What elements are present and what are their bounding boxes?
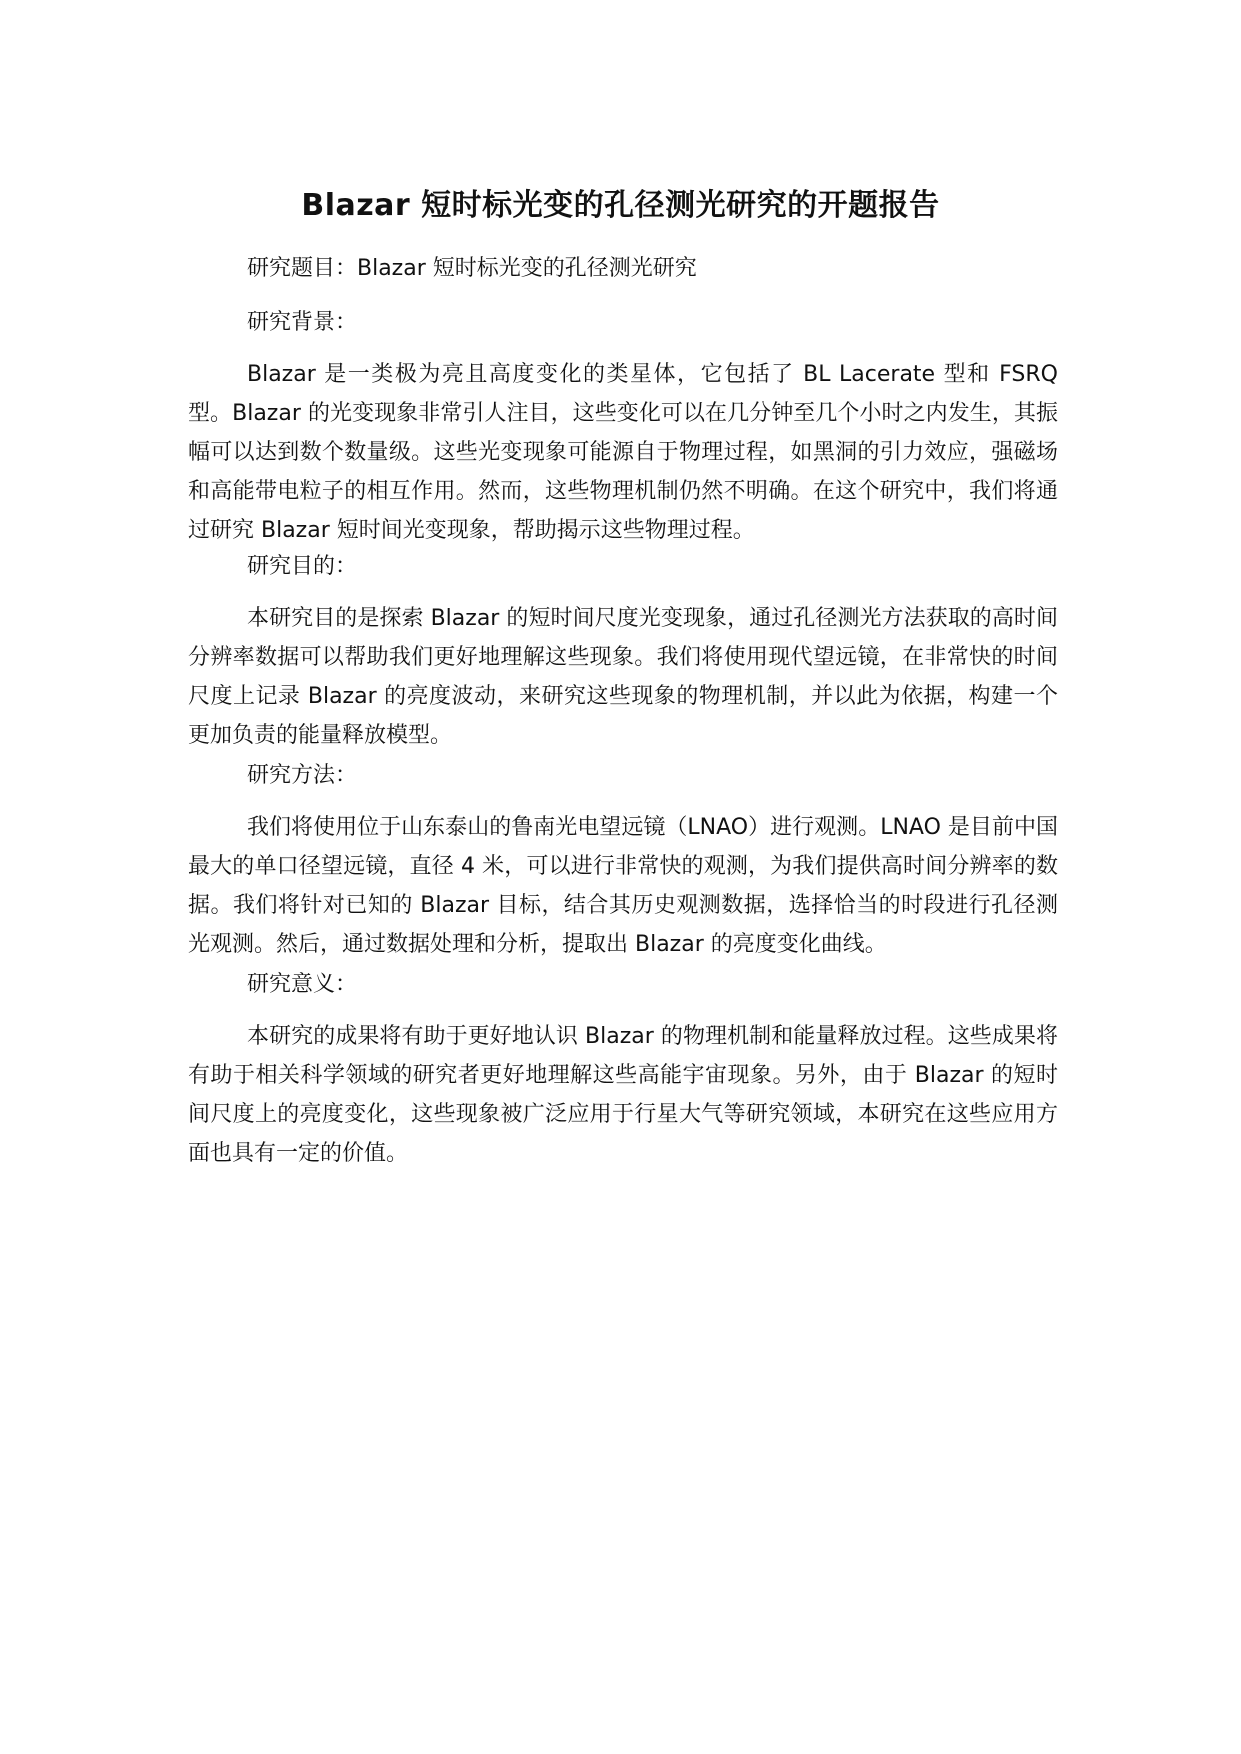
- section-paragraph-method: 我们将使用位于山东泰山的鲁南光电望远镜（LNAO）进行观测。LNAO 是目前中国最大的单口径望远镜，直径 4 米，可以进行非常快的观测，为我们提供高时间分辨率的数据。我们将针对已知的 Blazar 目标，结合其历史观测数据，选择恰当的时段进行孔径测光观测。然后，通过数据处理和分析，提取出 Blazar 的亮度变化曲线。: [188, 815, 1058, 957]
- section-paragraph-background: Blazar 是一类极为亮且高度变化的类星体，它包括了 BL Lacerate 型和 FSRQ 型。Blazar 的光变现象非常引人注目，这些变化可以在几分钟至几个小时之内发生，其振幅可以达到数个数量级。这些光变现象可能源自于物理过程，如黑洞的引力效应，强磁场和高能带电粒子的相互作用。然而，这些物理机制仍然不明确。在这个研究中，我们将通过研究 Blazar 短时间光变现象，帮助揭示这些物理过程。: [188, 362, 1058, 543]
- section-heading-method: 研究方法：: [247, 763, 358, 788]
- research-topic-line: 研究题目：Blazar 短时标光变的孔径测光研究: [247, 256, 697, 281]
- section-paragraph-purpose: 本研究目的是探索 Blazar 的短时间尺度光变现象，通过孔径测光方法获取的高时间分辨率数据可以帮助我们更好地理解这些现象。我们将使用现代望远镜，在非常快的时间尺度上记录 Blazar 的亮度波动，来研究这些现象的物理机制，并以此为依据，构建一个更加负责的能量释放模型。: [188, 606, 1058, 748]
- document-title: Blazar 短时标光变的孔径测光研究的开题报告: [301, 188, 940, 223]
- section-heading-background: 研究背景：: [247, 310, 358, 335]
- section-paragraph-significance: 本研究的成果将有助于更好地认识 Blazar 的物理机制和能量释放过程。这些成果将有助于相关科学领域的研究者更好地理解这些高能宇宙现象。另外，由于 Blazar 的短时间尺度上的亮度变化，这些现象被广泛应用于行星大气等研究领域，本研究在这些应用方面也具有一定的价值。: [188, 1024, 1058, 1166]
- section-heading-purpose: 研究目的：: [247, 554, 358, 579]
- section-heading-significance: 研究意义：: [247, 972, 358, 997]
